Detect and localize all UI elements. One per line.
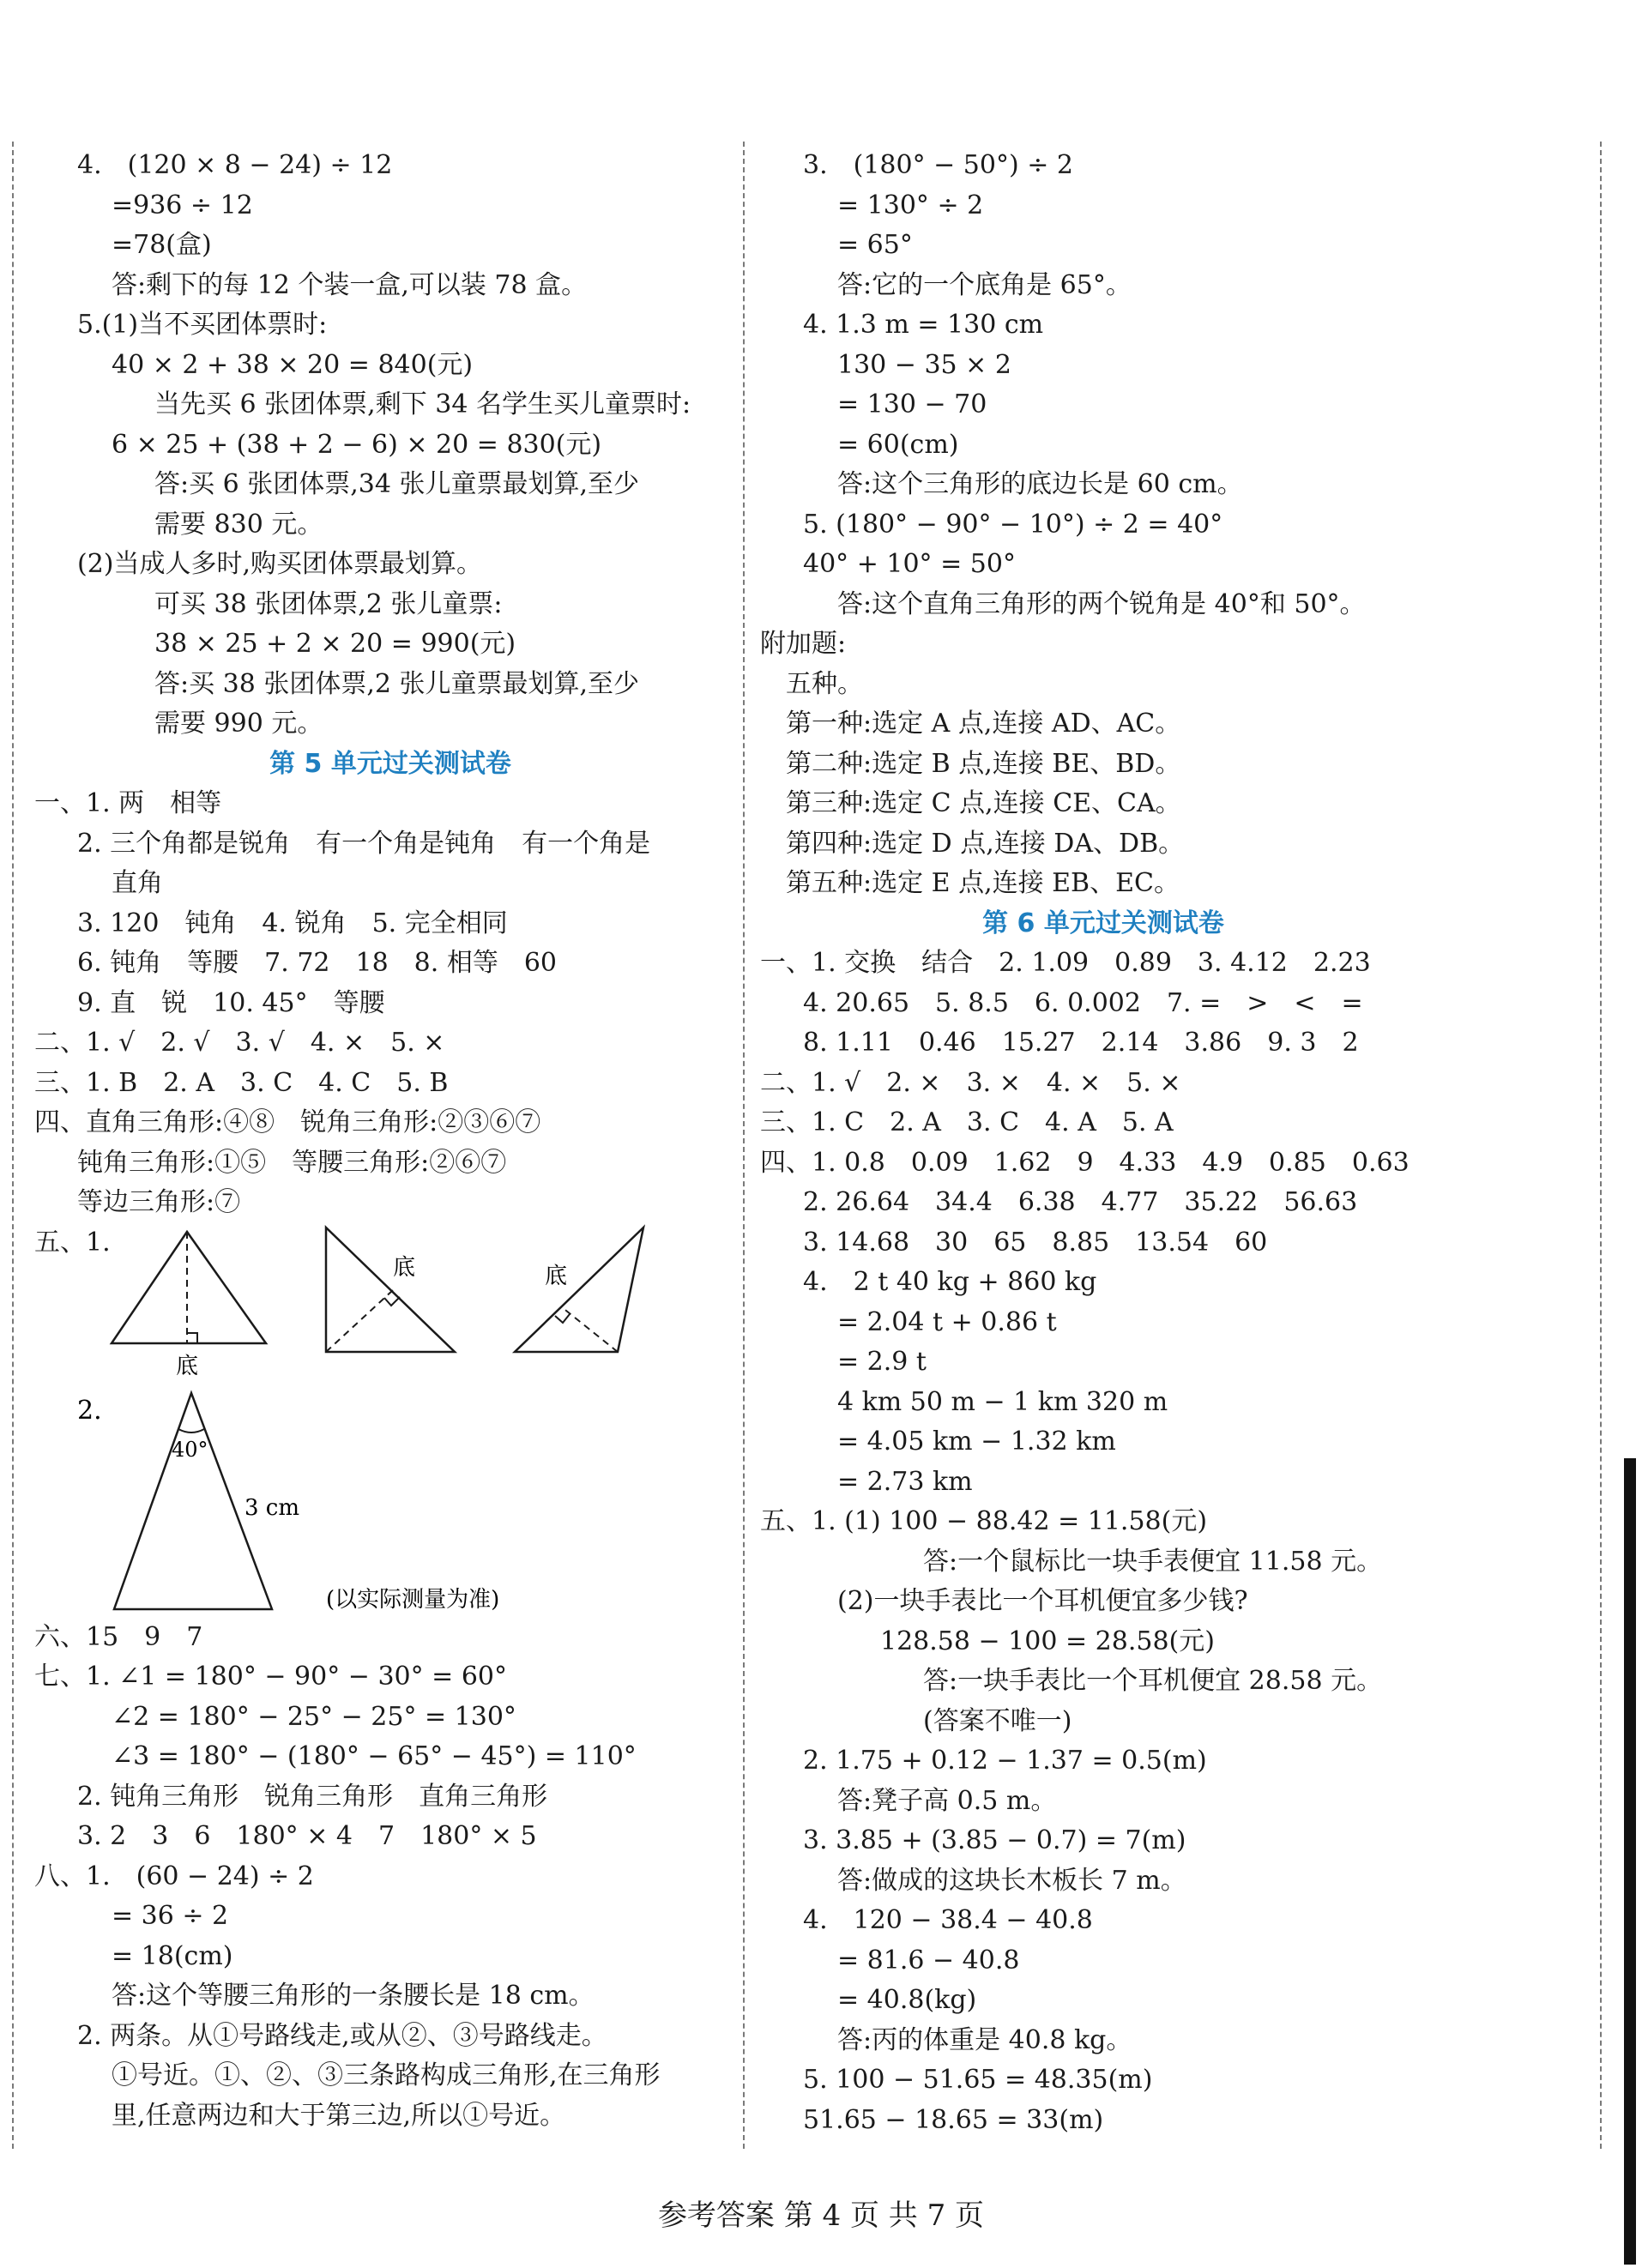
answer-line: 5.(1)当不买团体票时: [77,310,328,340]
answer-line: 51.65 − 18.65 = 33(m) [803,2104,1104,2135]
side-length-label: 3 cm [244,1494,300,1521]
answer-line: =78(盒) [112,230,212,260]
answer-line: 4. 2 t 40 kg + 860 kg [803,1267,1097,1297]
answer-line: 第五种:选定 E 点,连接 EB、EC。 [786,868,1180,898]
question-5-1-label: 五、1. [34,1227,111,1258]
answer-line: 答:它的一个底角是 65°。 [837,269,1132,300]
answer-line: = 65° [837,230,913,260]
answer-line: 4. (120 × 8 − 24) ÷ 12 [77,150,393,180]
answer-line: 答:买 6 张团体票,34 张儿童票最划算,至少 [154,469,640,499]
angle-arc [178,1429,204,1433]
answer-line: 三、1. B 2. A 3. C 4. C 5. B [34,1067,449,1098]
answer-line: 一、1. 交换 结合 2. 1.09 0.89 3. 4.12 2.23 [760,948,1371,978]
answer-line: = 130° ÷ 2 [837,190,984,220]
base-label: 底 [545,1263,568,1289]
answer-line: 128.58 − 100 = 28.58(元) [880,1626,1215,1656]
answer-line: 直角 [112,868,163,898]
right-angle-mark [555,1314,570,1323]
answer-line: 答:这个直角三角形的两个锐角是 40°和 50°。 [837,588,1366,619]
answer-line: = 2.04 t + 0.86 t [837,1306,1057,1337]
answer-line: 4. 1.3 m = 130 cm [803,310,1044,340]
answer-line: 可买 38 张团体票,2 张儿童票: [154,588,503,619]
answer-line: = 18(cm) [112,1940,233,1971]
answer-line: 二、1. √ 2. × 3. × 4. × 5. × [760,1067,1181,1098]
answer-line: 当先买 6 张团体票,剩下 34 名学生买儿童票时: [154,389,691,419]
answer-line: (答案不唯一) [923,1705,1072,1736]
answer-line: 七、1. ∠1 = 180° − 90° − 30° = 60° [34,1662,508,1692]
answer-line: = 40.8(kg) [837,1985,977,2015]
answer-line: 三、1. C 2. A 3. C 4. A 5. A [760,1107,1174,1137]
answer-line: (2)当成人多时,购买团体票最划算。 [77,549,483,579]
answer-line: 2. 两条。从①号路线走,或从②、③号路线走。 [77,2020,607,2051]
triangle-height-figures [34,1223,746,1386]
answer-line: 答:凳子高 0.5 m。 [837,1785,1057,1816]
answer-line: 3. 14.68 30 65 8.85 13.54 60 [803,1227,1268,1258]
unit-5-heading: 第 5 单元过关测试卷 [269,748,511,779]
answer-line: 8. 1.11 0.46 15.27 2.14 3.86 9. 3 2 [803,1028,1359,1058]
right-column [760,146,1446,2140]
acute-triangle [112,1232,266,1343]
answer-line: 9. 直 锐 10. 45° 等腰 [77,987,385,1018]
left-column [34,146,746,2136]
base-label: 底 [176,1353,199,1379]
answer-line: 六、15 9 7 [34,1621,203,1652]
answer-line: 3. 120 钝角 4. 锐角 5. 完全相同 [77,908,508,938]
answer-line: = 36 ÷ 2 [112,1901,229,1931]
answer-line: 四、1. 0.8 0.09 1.62 9 4.33 4.9 0.85 0.63 [760,1147,1410,1178]
answer-line: 4. 20.65 5. 8.5 6. 0.002 7. = > < = [803,987,1363,1018]
answer-line: 八、1. (60 − 24) ÷ 2 [34,1861,314,1891]
answer-line: =936 ÷ 12 [112,190,253,220]
answer-line: 二、1. √ 2. √ 3. √ 4. × 5. × [34,1028,445,1058]
answer-line: = 2.9 t [837,1347,927,1377]
page-footer: 参考答案 第 4 页 共 7 页 [657,2199,985,2233]
answer-line: 答:一块手表比一个耳机便宜 28.58 元。 [923,1666,1383,1696]
answer-line: = 2.73 km [837,1466,973,1497]
question-5-2-label: 2. [77,1395,102,1426]
answer-line: 一、1. 两 相等 [34,788,222,818]
answer-line: 里,任意两边和大于第三边,所以①号近。 [112,2100,566,2131]
unit-6-heading: 第 6 单元过关测试卷 [982,908,1224,938]
answer-line: 38 × 25 + 2 × 20 = 990(元) [154,629,516,659]
answer-line: 需要 990 元。 [154,709,323,739]
answer-line: ∠2 = 180° − 25° − 25° = 130° [112,1701,516,1732]
answer-line: = 130 − 70 [837,389,987,419]
answer-line: 第三种:选定 C 点,连接 CE、CA。 [786,788,1181,818]
right-dashed-divider [1600,142,1602,2149]
answer-line: = 60(cm) [837,429,959,460]
answer-line: 4. 120 − 38.4 − 40.8 [803,1905,1093,1935]
answer-line: 3. 2 3 6 180° × 4 7 180° × 5 [77,1821,537,1851]
isosceles-triangle-diagram [34,1386,746,1618]
answer-line: 答:这个三角形的底边长是 60 cm。 [837,469,1243,499]
answer-line: 5. 100 − 51.65 = 48.35(m) [803,2065,1153,2095]
answer-line: = 81.6 − 40.8 [837,1945,1020,1975]
obtuse-triangle [515,1227,643,1352]
answer-line: 4 km 50 m − 1 km 320 m [837,1386,1168,1417]
answer-line: 第一种:选定 A 点,连接 AD、AC。 [786,709,1181,739]
answer-line: 等边三角形:⑦ [77,1187,241,1217]
answer-line: 第四种:选定 D 点,连接 DA、DB。 [786,828,1185,859]
answer-line: 答:剩下的每 12 个装一盒,可以装 78 盒。 [112,269,588,300]
answer-line: 40 × 2 + 38 × 20 = 840(元) [112,349,474,380]
answer-line: 2. 钝角三角形 锐角三角形 直角三角形 [77,1781,548,1812]
answer-line: 2. 26.64 34.4 6.38 4.77 35.22 56.63 [803,1187,1358,1217]
answer-line: ∠3 = 180° − (180° − 65° − 45°) = 110° [112,1741,637,1771]
isosceles-triangle-figure [34,1386,746,1618]
answer-line: 钝角三角形:①⑤ 等腰三角形:②⑥⑦ [77,1147,507,1178]
answer-line: 2. 三个角都是锐角 有一个角是钝角 有一个角是 [77,828,651,859]
scan-edge-shadow [1624,1458,1636,2265]
answer-line: 40° + 10° = 50° [803,549,1016,579]
height-line [326,1290,393,1352]
answer-line: 附加题: [760,629,847,659]
answer-line: 答:做成的这块长木板长 7 m。 [837,1865,1186,1896]
answer-line: 答:买 38 张团体票,2 张儿童票最划算,至少 [154,668,640,699]
answer-line: 130 − 35 × 2 [837,349,1011,380]
answer-line: 答:丙的体重是 40.8 kg。 [837,2024,1132,2055]
right-angle-mark [187,1333,197,1343]
answer-line: 6 × 25 + (38 + 2 − 6) × 20 = 830(元) [112,429,602,460]
left-dashed-divider [12,142,14,2149]
answer-line: 五种。 [786,668,863,699]
answer-line: 五、1. (1) 100 − 88.42 = 11.58(元) [760,1506,1208,1536]
answer-line: 2. 1.75 + 0.12 − 1.37 = 0.5(m) [803,1746,1207,1776]
answer-line: (2)一块手表比一个耳机便宜多少钱? [837,1586,1248,1616]
answer-line: 答:一个鼠标比一块手表便宜 11.58 元。 [923,1546,1383,1577]
answer-line: 3. 3.85 + (3.85 − 0.7) = 7(m) [803,1825,1186,1855]
triangle-height-diagram [34,1223,746,1386]
answer-line: 3. (180° − 50°) ÷ 2 [803,150,1073,180]
answer-line: = 4.05 km − 1.32 km [837,1427,1116,1457]
answer-line: 5. (180° − 90° − 10°) ÷ 2 = 40° [803,509,1223,540]
answer-line: 答:这个等腰三角形的一条腰长是 18 cm。 [112,1981,595,2011]
answer-line: ①号近。①、②、③三条路构成三角形,在三角形 [112,2060,661,2090]
height-line [562,1307,618,1352]
base-label: 底 [393,1254,416,1281]
right-angle-mark [384,1297,400,1306]
answer-line: 四、直角三角形:④⑧ 锐角三角形:②③⑥⑦ [34,1107,541,1137]
apex-angle-label: 40° [172,1437,208,1462]
answer-line: 6. 钝角 等腰 7. 72 18 8. 相等 60 [77,948,557,978]
measurement-note: (以实际测量为准) [326,1586,500,1613]
answer-line: 需要 830 元。 [154,509,323,540]
answer-line: 第二种:选定 B 点,连接 BE、BD。 [786,748,1181,779]
